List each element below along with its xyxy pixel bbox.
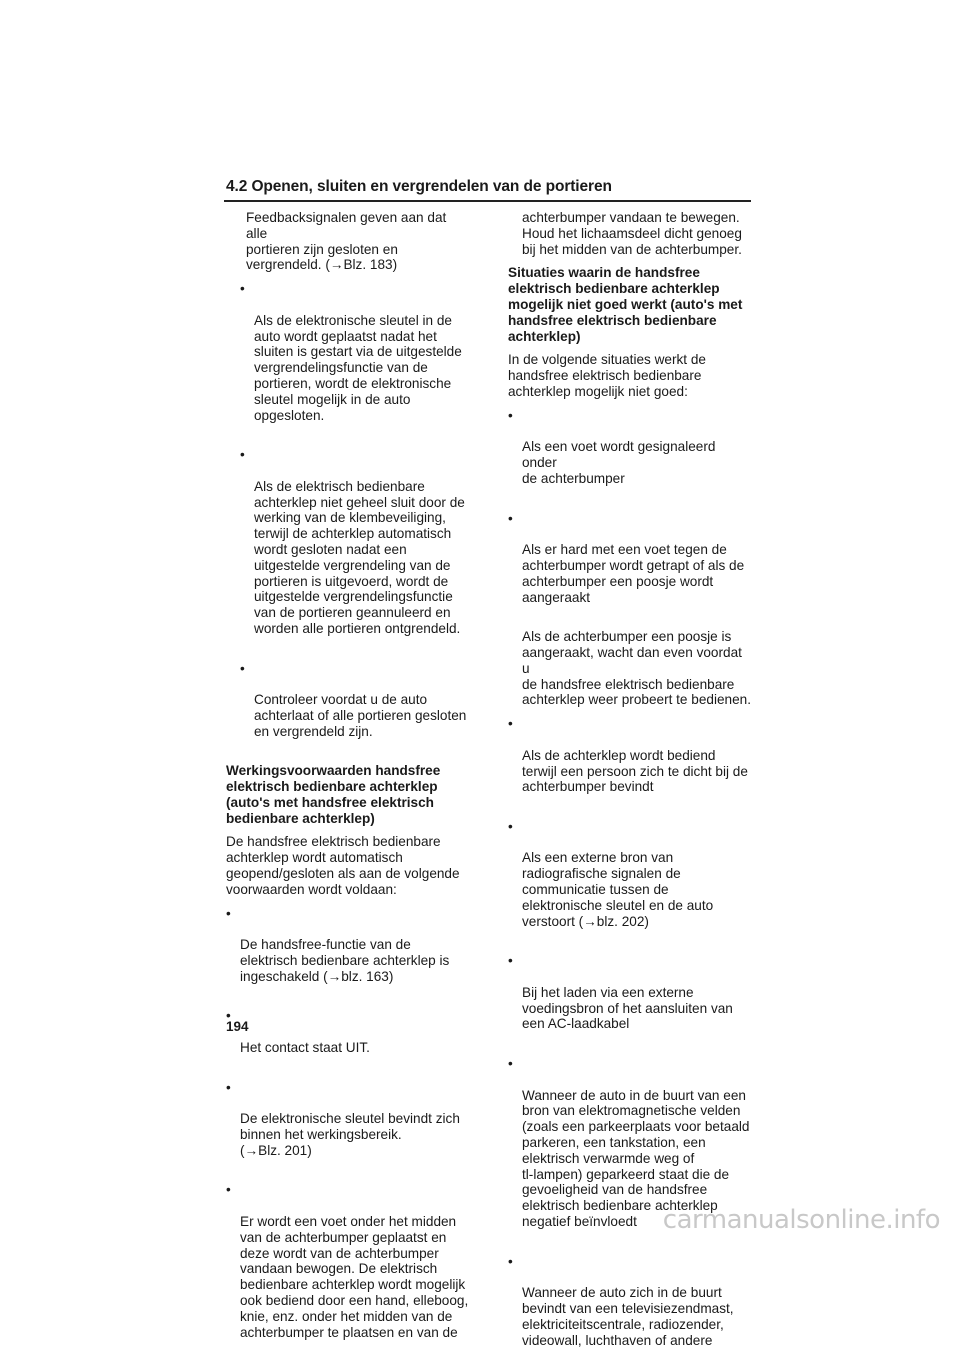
bullet-icon: • xyxy=(226,1182,231,1198)
list-item xyxy=(508,819,752,945)
list-item-note: Als de achterbumper een poosje is aangeraakt, wacht dan even voordat u de handsfree elektrisch bedienbare achterklep weer probeert te bedienen. xyxy=(522,629,751,708)
list-item xyxy=(226,906,470,1001)
list-item xyxy=(240,661,470,756)
bullet-icon: • xyxy=(240,281,245,297)
list-item-text: Het contact staat UIT. xyxy=(240,1040,370,1056)
section-heading: Situaties waarin de handsfree elektrisch bedienbare achterklep mogelijk niet goed werkt (auto's met handsfree elektrisch bedienbare achterklep) xyxy=(508,265,743,344)
list-item xyxy=(508,953,752,1048)
left-column xyxy=(226,210,470,1364)
body-paragraph: In de volgende situaties werkt de handsfree elektrisch bedienbare achterklep mogelijk niet goed: xyxy=(508,352,706,399)
page-number: 194 xyxy=(226,1019,249,1034)
header-rule xyxy=(224,200,751,202)
bullet-icon: • xyxy=(226,1008,231,1024)
bullet-icon: • xyxy=(240,447,245,463)
list-item-text: Als een voet wordt gesignaleerd onder de achterbumper xyxy=(522,439,716,486)
list-item-text: Als de elektronische sleutel in de auto wordt geplaatst nadat het sluiten is gestart via de uitgestelde vergrendelingsfunctie van de portieren, wordt de elektronische sleutel mogelijk in de auto opgesloten. xyxy=(254,312,462,423)
body-paragraph: De handsfree elektrisch bedienbare achterklep wordt automatisch geopend/gesloten als aan de volgende voorwaarden wordt voldaan: xyxy=(226,834,460,897)
list-item xyxy=(226,1182,470,1356)
list-item-text: Wanneer de auto in de buurt van een bron van elektromagnetische velden (zoals een parkeerplaats voor betaald parkeren, een tankstation, een elektrisch verwarmde weg of tl-lampen) geparkeerd staat die de gevoeligheid van de handsfree elektrisch bedienbare achterklep negatief beïnvloedt xyxy=(522,1087,750,1230)
list-item xyxy=(508,408,752,503)
list-item xyxy=(240,447,470,652)
list-item-text: Als de elektrisch bedienbare achterklep niet geheel sluit door de werking van de klembeveiliging, terwijl de achterklep automatisch wordt gesloten nadat een uitgestelde vergrendeling van de portieren is uitgevoerd, wordt de uitgestelde vergrendelingsfunctie van de portieren geannuleerd en worden alle portieren ontgrendeld. xyxy=(254,478,465,636)
list-item-text: Bij het laden via een externe voedingsbron of het aansluiten van een AC-laadkabel xyxy=(522,984,733,1032)
list-item xyxy=(226,1080,470,1175)
list-item-text: Wanneer de auto zich in de buurt bevindt van een televisiezendmast, elektriciteitscentrale, radiozender, videowall, luchthaven of andere xyxy=(522,1285,734,1348)
bullet-icon: • xyxy=(508,1056,513,1072)
list-item-text: Als een externe bron van radiografische signalen de communicatie tussen de elektronische sleutel en de auto verstoort (→blz. 202) xyxy=(522,850,714,929)
list-item-text: De elektronische sleutel bevindt zich binnen het werkingsbereik. (→Blz. 201) xyxy=(240,1111,460,1158)
list-item xyxy=(508,716,752,811)
list-item xyxy=(226,1008,470,1071)
bullet-icon: • xyxy=(240,660,245,676)
watermark: carmanualsonline.info xyxy=(662,1205,940,1235)
list-item-text: Als de achterklep wordt bediend terwijl een persoon zich te dicht bij de achterbumper bevindt xyxy=(522,747,748,795)
bullet-icon: • xyxy=(508,953,513,969)
list-item-text: Controleer voordat u de auto achterlaat of alle portieren gesloten en vergrendeld zijn. xyxy=(254,692,467,739)
bullet-icon: • xyxy=(508,1253,513,1269)
list-item xyxy=(508,511,752,622)
bullet-icon: • xyxy=(226,905,231,921)
bullet-icon: • xyxy=(508,818,513,834)
intro-paragraph: Feedbacksignalen geven aan dat alle portieren zijn gesloten en vergrendeld. (→Blz. 183) xyxy=(246,210,447,273)
bullet-icon: • xyxy=(508,510,513,526)
list-item xyxy=(240,281,470,439)
right-column xyxy=(508,210,752,1372)
bullet-icon: • xyxy=(226,1079,231,1095)
bullet-icon: • xyxy=(508,716,513,732)
continuation-paragraph: achterbumper vandaan te bewegen. Houd het lichaamsdeel dicht genoeg bij het midden van de achterbumper. xyxy=(522,210,742,257)
bullet-icon: • xyxy=(508,407,513,423)
section-heading: Werkingsvoorwaarden handsfree elektrisch bedienbare achterklep (auto's met handsfree elektrisch bedienbare achterklep) xyxy=(226,763,441,826)
list-item-text: Als er hard met een voet tegen de achterbumper wordt getrapt of als de achterbumper een poosje wordt aangeraakt xyxy=(522,542,745,605)
section-header: 4.2 Openen, sluiten en vergrendelen van de portieren xyxy=(226,178,612,195)
list-item-text: De handsfree-functie van de elektrisch bedienbare achterklep is ingeschakeld (→blz. 163) xyxy=(240,937,450,984)
list-item xyxy=(508,1254,752,1365)
list-item-text: Er wordt een voet onder het midden van de achterbumper geplaatst en deze wordt van de achterbumper vandaan bewogen. De elektrisch bedienbare achterklep wordt mogelijk ook bediend door een hand, elleboog, knie, enz. onder het midden van de achterbumper te plaatsen en van de xyxy=(240,1214,469,1340)
